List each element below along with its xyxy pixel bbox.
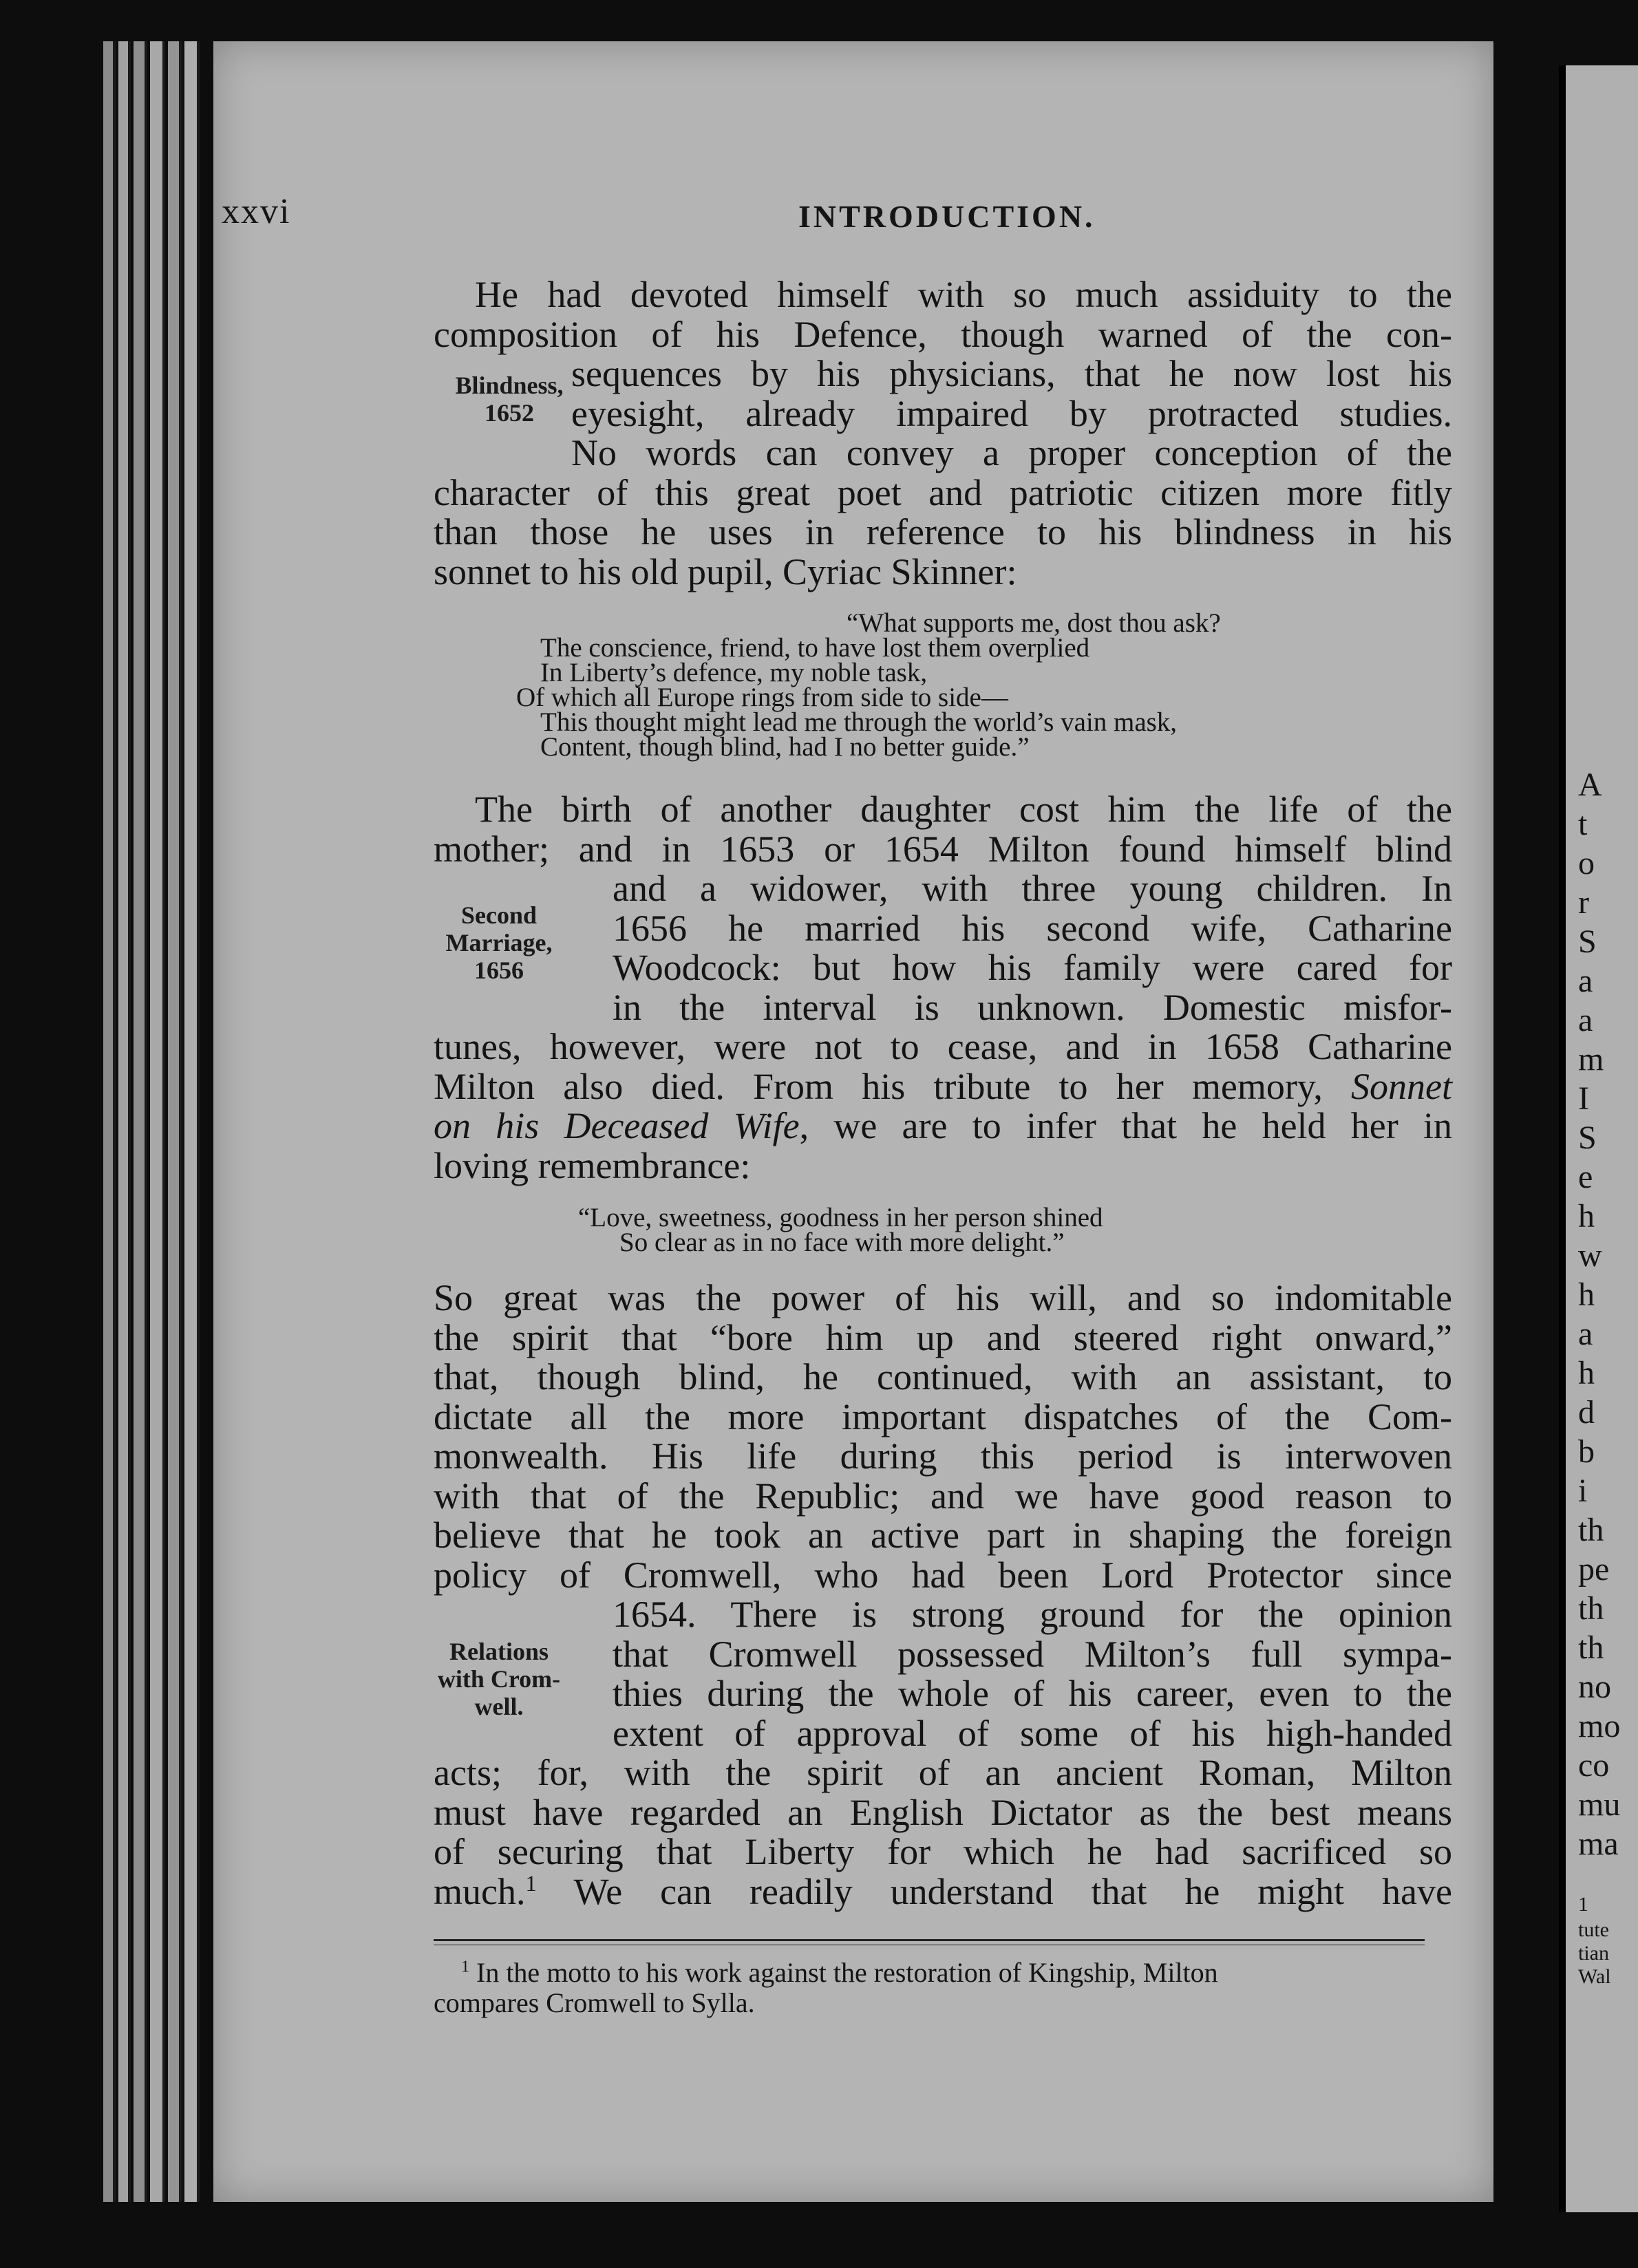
side-note-line: Marriage, — [445, 929, 553, 956]
text-line: than those he uses in reference to his blindness in his — [434, 511, 1452, 553]
footnote-rule — [434, 1939, 1425, 1941]
text-line: dictate all the more important dispatches of the Com- — [434, 1395, 1452, 1437]
text-line: He had devoted himself with so much assiduity to the — [475, 274, 1452, 315]
side-note-line: Second — [460, 901, 538, 929]
text-line: extent of approval of some of his high-handed — [613, 1712, 1452, 1754]
text-line: loving remembrance: — [434, 1144, 751, 1186]
text-line: 1656 he married his second wife, Catharine — [613, 907, 1452, 949]
text-span: In the motto to his work against the restoration of Kingship, Milton — [469, 1957, 1218, 1988]
text-line: of securing that Liberty for which he had sacrificed so — [434, 1831, 1452, 1872]
text-line: in the interval is unknown. Domestic misfor- — [613, 986, 1452, 1028]
side-note-line: 1652 — [485, 399, 534, 427]
text-line: acts; for, with the spirit of an ancient Roman, Milton — [434, 1752, 1452, 1793]
text-line — [434, 1106, 1452, 1146]
side-note-relations — [427, 1638, 571, 1720]
text-line: tunes, however, were not to cease, and in 1658 Catharine — [434, 1026, 1452, 1067]
text-line: mother; and in 1653 or 1654 Milton found himself blind — [434, 828, 1452, 870]
paragraph-3 — [434, 1279, 1452, 1912]
verse-sonnet-skinner — [516, 608, 1221, 762]
text-line: The birth of another daughter cost him the life of the — [475, 789, 1452, 830]
verse-line: “Love, sweetness, goodness in her person shined — [578, 1203, 1103, 1232]
paragraph-1 — [434, 275, 1452, 592]
text-line: the spirit that “bore him up and steered right onward,” — [434, 1316, 1452, 1358]
text-span: Milton also died. From his tribute to her memory, — [434, 1065, 1323, 1107]
running-head: INTRODUCTION. — [798, 199, 1096, 234]
text-line: policy of Cromwell, who had been Lord Protector since — [434, 1554, 1452, 1596]
page-header — [222, 150, 1638, 234]
text-line: Woodcock: but how his family were cared for — [613, 947, 1452, 988]
facing-page — [1559, 65, 1638, 2212]
text-line: and a widower, with three young children. In — [613, 868, 1452, 909]
text-line: that Cromwell possessed Milton’s full sympa- — [613, 1633, 1452, 1675]
text-line: So great was the power of his will, and so indomitable — [434, 1277, 1452, 1318]
verse-line: Content, though blind, had I no better guide.” — [540, 732, 1030, 762]
side-note-line: with Crom- — [437, 1665, 561, 1693]
text-line: monwealth. His life during this period is interwoven — [434, 1435, 1452, 1477]
page-number: xxvi — [222, 192, 291, 231]
verse-deceased-wife — [578, 1203, 1103, 1257]
text-line: composition of his Defence, though warned of the con- — [434, 313, 1452, 355]
text-line: 1654. There is strong ground for the opinion — [613, 1594, 1452, 1635]
sonnet-title: on his Deceased Wife — [434, 1105, 800, 1146]
footnote-line: compares Cromwell to Sylla. — [434, 1987, 755, 2018]
text-line — [434, 1067, 1452, 1107]
text-line: must have regarded an English Dictator as the best means — [434, 1791, 1452, 1833]
footnote — [434, 1958, 1425, 2018]
text-line: No words can convey a proper conception of the — [571, 432, 1452, 473]
side-note-line: well. — [474, 1693, 524, 1720]
footnote-line — [434, 1958, 1425, 1988]
page-edge — [184, 41, 200, 2202]
page-edge — [150, 41, 165, 2202]
sonnet-title: Sonnet — [1351, 1065, 1452, 1107]
verse-line: Of which all Europe rings from side to side— — [516, 683, 1008, 712]
side-note-line: 1656 — [474, 956, 524, 984]
page-edge — [103, 41, 116, 2202]
text-span: , we are to infer that he held her in — [799, 1105, 1452, 1146]
page-edges — [103, 41, 220, 2202]
text-line: sequences by his physicians, that he now lost his — [571, 353, 1452, 394]
text-span: much. — [434, 1870, 526, 1912]
verse-line: So clear as in no face with more delight.” — [619, 1228, 1065, 1257]
page-edge — [168, 41, 182, 2202]
verse-line: In Liberty’s defence, my noble task, — [540, 658, 928, 687]
text-line: believe that he took an active part in shaping the foreign — [434, 1515, 1452, 1556]
footnote-number: 1 — [461, 1958, 469, 1976]
text-line: character of this great poet and patriotic citizen more fitly — [434, 471, 1452, 513]
side-note-line: Blindness, — [455, 372, 564, 399]
page-edge — [118, 41, 131, 2202]
paragraph-2 — [434, 790, 1452, 1186]
footnote-marker: 1 — [525, 1871, 537, 1896]
text-line — [434, 1872, 1452, 1912]
text-line: eyesight, already impaired by protracted studies. — [571, 392, 1452, 434]
page-edge — [134, 41, 147, 2202]
text-line: thies during the whole of his career, even to the — [613, 1673, 1452, 1714]
text-line: with that of the Republic; and we have good reason to — [434, 1475, 1452, 1517]
text-span: We can readily understand that he might have — [536, 1870, 1452, 1912]
facing-page-text: A t o r S a a m I S e h w h a h d b i th pe th th no mo co mu ma 1 tute tian Wal — [1578, 767, 1621, 1988]
text-line: that, though blind, he continued, with an assistant, to — [434, 1356, 1452, 1398]
side-note-line: Relations — [449, 1638, 549, 1665]
verse-line: The conscience, friend, to have lost them overplied — [540, 633, 1090, 663]
side-note-blindness — [440, 372, 578, 427]
verse-line: “What supports me, dost thou ask? — [847, 608, 1221, 638]
verse-line: This thought might lead me through the world’s vain mask, — [540, 707, 1178, 737]
text-line: sonnet to his old pupil, Cyriac Skinner: — [434, 550, 1017, 592]
side-note-second-marriage — [430, 901, 568, 984]
